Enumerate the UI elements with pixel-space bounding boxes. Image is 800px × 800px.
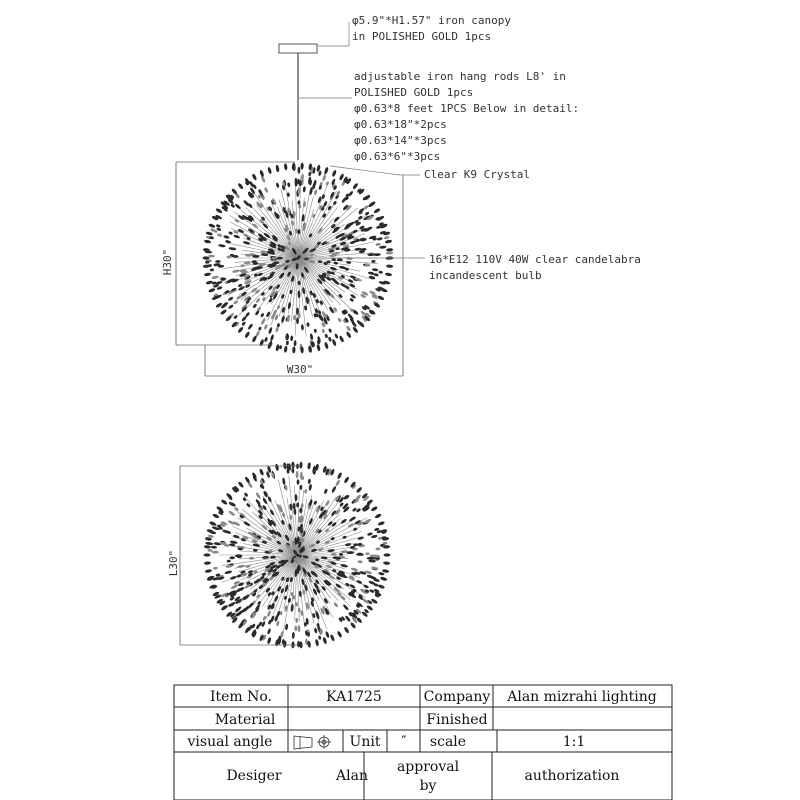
crystal-tip bbox=[204, 553, 211, 556]
crystal-tip bbox=[237, 182, 244, 189]
crystal-tip bbox=[343, 626, 349, 634]
crystal-drop bbox=[342, 535, 347, 539]
crystal-drop bbox=[229, 556, 235, 559]
crystal-tip bbox=[370, 506, 378, 512]
unit-label: Unit bbox=[349, 734, 381, 750]
crystal-tip bbox=[203, 256, 210, 259]
crystal-drop bbox=[287, 182, 290, 187]
crystal-tip bbox=[204, 272, 211, 276]
crystal-drop bbox=[344, 615, 351, 623]
crystal-drop bbox=[212, 551, 219, 554]
crystal-drop bbox=[243, 521, 251, 527]
crystal-tip bbox=[377, 584, 385, 589]
crystal-drop bbox=[340, 518, 347, 524]
crystal-drop bbox=[367, 532, 373, 536]
top-length-label: L30" bbox=[167, 549, 180, 577]
item-no-value: KA1725 bbox=[326, 689, 382, 705]
crystal-tip bbox=[237, 481, 244, 488]
crystal-tip bbox=[352, 182, 359, 189]
crystal-drop bbox=[313, 189, 317, 195]
crystal-drop bbox=[297, 229, 300, 234]
crystal-drop bbox=[353, 527, 358, 531]
crystal-drop bbox=[251, 223, 258, 229]
crystal-drop bbox=[216, 224, 221, 228]
crystal-tip bbox=[212, 513, 220, 519]
scale-value: 1:1 bbox=[562, 734, 586, 750]
crystal-drop bbox=[264, 187, 269, 194]
crystal-drop bbox=[304, 305, 308, 310]
crystal-drop bbox=[345, 543, 352, 547]
rod-callout-2: POLISHED GOLD 1pcs bbox=[354, 86, 474, 99]
crystal-drop bbox=[298, 608, 301, 613]
crystal-drop bbox=[228, 510, 236, 516]
crystal-tip bbox=[208, 223, 216, 228]
crystal-tip bbox=[205, 569, 212, 573]
projection-symbol-icon bbox=[294, 735, 331, 749]
crystal-drop bbox=[210, 268, 215, 271]
crystal-drop bbox=[233, 234, 240, 239]
crystal-drop bbox=[317, 547, 323, 551]
crystal-tip bbox=[382, 569, 389, 573]
crystal-drop bbox=[310, 333, 314, 340]
crystal-drop bbox=[334, 333, 339, 339]
crystal-drop bbox=[213, 566, 218, 569]
crystal-tip bbox=[259, 170, 265, 178]
crystal-drop bbox=[306, 322, 309, 327]
crystal-drop bbox=[321, 329, 325, 334]
rod-callout-6: φ0.63*6"*3pcs bbox=[354, 150, 441, 163]
crystal-drop bbox=[236, 294, 243, 300]
crystal-drop bbox=[292, 632, 295, 639]
crystal-tip bbox=[374, 513, 382, 519]
crystal-tip bbox=[385, 272, 392, 276]
crystal-drop bbox=[322, 174, 327, 182]
crystal-tip bbox=[284, 163, 288, 170]
crystal-drop bbox=[328, 328, 332, 333]
crystal-tip bbox=[244, 331, 250, 339]
material-label: Material bbox=[214, 712, 276, 728]
crystal-drop bbox=[325, 631, 330, 638]
crystal-drop bbox=[263, 324, 268, 330]
crystal-drop bbox=[262, 556, 269, 559]
crystal-drop bbox=[223, 235, 230, 239]
item-no-label: Item No. bbox=[209, 689, 273, 705]
crystal-drop bbox=[242, 497, 247, 502]
crystal-drop bbox=[241, 315, 247, 322]
crystal-drop bbox=[228, 231, 233, 235]
crystal-drop bbox=[297, 625, 300, 632]
crystal-tip bbox=[339, 335, 345, 343]
crystal-drop bbox=[264, 337, 268, 343]
crystal-tip bbox=[215, 208, 223, 214]
crystal-drop bbox=[232, 255, 239, 258]
crystal-drop bbox=[230, 203, 235, 208]
crystal-tip bbox=[275, 464, 280, 472]
crystal-drop bbox=[301, 324, 304, 330]
crystal-drop bbox=[282, 477, 286, 485]
crystal-leader bbox=[330, 166, 420, 175]
crystal-drop bbox=[300, 503, 303, 509]
top-view bbox=[167, 462, 391, 649]
crystal-drop bbox=[331, 553, 337, 556]
crystal-drop bbox=[323, 488, 328, 494]
crystal-drop bbox=[294, 340, 297, 346]
crystal-drop bbox=[308, 484, 312, 491]
crystal-tip bbox=[373, 208, 381, 214]
crystal-drop bbox=[228, 296, 234, 301]
crystal-tip bbox=[204, 545, 211, 549]
crystal-ray bbox=[260, 507, 297, 555]
crystal-tip bbox=[206, 280, 214, 285]
bulb-callout-2: incandescent bulb bbox=[429, 269, 542, 282]
crystal-drop bbox=[270, 334, 275, 341]
height-label: H30" bbox=[161, 248, 174, 276]
canopy-callout-1: φ5.9"*H1.57" iron canopy bbox=[352, 14, 511, 27]
crystal-drop bbox=[333, 602, 339, 608]
crystal-drop bbox=[325, 181, 329, 186]
crystal-drop bbox=[227, 560, 231, 563]
crystal-drop bbox=[357, 536, 364, 540]
crystal-drop bbox=[290, 335, 293, 341]
crystal-drop bbox=[218, 244, 226, 248]
crystal-ray bbox=[257, 205, 298, 258]
crystal-drop bbox=[337, 317, 342, 322]
crystal-drop bbox=[293, 509, 296, 515]
crystal-drop bbox=[252, 303, 257, 308]
crystal-tip bbox=[237, 326, 244, 333]
crystal-drop bbox=[367, 253, 375, 256]
crystal-drop bbox=[282, 512, 286, 517]
crystal-tip bbox=[275, 344, 280, 352]
crystal-drop bbox=[296, 471, 299, 479]
crystal-tip bbox=[356, 486, 363, 493]
crystal-tip bbox=[337, 630, 343, 638]
scale-label: scale bbox=[429, 734, 467, 750]
crystal-tip bbox=[206, 231, 214, 236]
crystal-tip bbox=[284, 346, 288, 353]
crystal-drop bbox=[365, 552, 369, 555]
rod-callout-3: φ0.63*8 feet 1PCS Below in detail: bbox=[354, 102, 580, 115]
crystal-drop bbox=[205, 542, 213, 546]
crystal-drop bbox=[276, 620, 280, 626]
crystal-tip bbox=[345, 331, 351, 339]
crystal-drop bbox=[287, 302, 291, 310]
crystal-drop bbox=[230, 575, 237, 580]
crystal-drop bbox=[313, 500, 317, 505]
canopy bbox=[279, 44, 317, 53]
crystal-drop bbox=[313, 329, 317, 334]
crystal-tip bbox=[386, 248, 393, 252]
crystal-drop bbox=[249, 557, 255, 560]
crystal-drop bbox=[302, 589, 306, 594]
canopy-callout-2: in POLISHED GOLD 1pcs bbox=[352, 30, 492, 43]
crystal-tip bbox=[330, 634, 336, 642]
crystal-drop bbox=[330, 266, 338, 271]
crystal-drop bbox=[260, 318, 266, 326]
approval-label-2: by bbox=[419, 778, 437, 794]
crystal-drop bbox=[279, 345, 283, 349]
crystal-drop bbox=[378, 572, 385, 576]
crystal-drop bbox=[237, 564, 245, 568]
crystal-drop bbox=[333, 200, 338, 205]
crystal-tip bbox=[352, 326, 359, 333]
crystal-drop bbox=[233, 314, 238, 319]
crystal-drop bbox=[303, 186, 306, 192]
crystal-drop bbox=[207, 549, 212, 552]
crystal-drop bbox=[327, 549, 335, 553]
crystal-drop bbox=[379, 245, 387, 249]
crystal-drop bbox=[375, 547, 380, 550]
crystal-drop bbox=[298, 204, 301, 208]
crystal-drop bbox=[281, 294, 285, 299]
crystal-drop bbox=[299, 485, 302, 490]
crystal-drop bbox=[335, 479, 341, 486]
crystal-drop bbox=[371, 260, 375, 263]
crystal-drop bbox=[328, 336, 332, 341]
crystal-drop bbox=[296, 318, 299, 325]
crystal-tip bbox=[384, 553, 391, 556]
crystal-tip bbox=[377, 295, 385, 301]
designer-label: Desiger bbox=[226, 768, 282, 784]
crystal-drop bbox=[255, 492, 261, 500]
crystal-tip bbox=[251, 173, 257, 181]
crystal-drop bbox=[267, 496, 272, 503]
crystal-drop bbox=[276, 182, 280, 188]
crystal-drop bbox=[277, 305, 281, 310]
crystal-callout: Clear K9 Crystal bbox=[424, 168, 530, 181]
crystal-sphere-top bbox=[204, 462, 391, 649]
crystal-drop bbox=[356, 508, 362, 513]
crystal-drop bbox=[364, 211, 369, 216]
crystal-tip bbox=[385, 239, 392, 243]
crystal-tip bbox=[307, 462, 311, 469]
crystal-drop bbox=[304, 489, 307, 494]
crystal-tip bbox=[275, 165, 280, 173]
crystal-drop bbox=[349, 298, 354, 303]
crystal-drop bbox=[257, 509, 263, 516]
crystal-drop bbox=[286, 340, 289, 345]
crystal-tip bbox=[291, 462, 295, 469]
crystal-tip bbox=[208, 288, 216, 293]
crystal-drop bbox=[228, 247, 236, 251]
crystal-drop bbox=[267, 628, 272, 635]
crystal-tip bbox=[386, 264, 393, 268]
crystal-tip bbox=[331, 170, 337, 178]
crystal-tip bbox=[337, 472, 343, 480]
crystal-drop bbox=[248, 180, 254, 187]
width-label: W30" bbox=[286, 363, 314, 376]
crystal-drop bbox=[288, 598, 292, 603]
crystal-drop bbox=[289, 515, 293, 521]
crystal-drop bbox=[302, 287, 306, 295]
crystal-drop bbox=[247, 323, 253, 330]
crystal-drop bbox=[281, 315, 286, 323]
crystal-drop bbox=[314, 628, 318, 634]
crystal-drop bbox=[208, 255, 215, 258]
front-elevation bbox=[161, 14, 641, 376]
crystal-drop bbox=[308, 479, 312, 484]
crystal-tip bbox=[377, 521, 385, 526]
crystal-tip bbox=[220, 309, 228, 316]
crystal-tip bbox=[300, 163, 304, 170]
crystal-drop bbox=[378, 270, 383, 273]
rod-callout-1: adjustable iron hang rods L8' in bbox=[354, 70, 566, 83]
crystal-drop bbox=[297, 290, 300, 298]
crystal-drop bbox=[268, 327, 273, 335]
company-label: Company bbox=[423, 689, 491, 705]
crystal-tip bbox=[316, 344, 321, 352]
bulb-callout-1: 16*E12 110V 40W clear candelabra bbox=[429, 253, 641, 266]
crystal-drop bbox=[318, 635, 322, 640]
crystal-drop bbox=[297, 167, 300, 174]
crystal-tip bbox=[331, 339, 337, 347]
crystal-drop bbox=[215, 260, 221, 263]
rod-callout-4: φ0.63*18"*2pcs bbox=[354, 118, 447, 131]
crystal-tip bbox=[343, 476, 349, 484]
crystal-drop bbox=[371, 534, 378, 538]
crystal-drop bbox=[233, 300, 239, 305]
crystal-drop bbox=[234, 506, 240, 511]
unit-value: ″ bbox=[401, 734, 407, 750]
crystal-drop bbox=[234, 203, 241, 210]
crystal-drop bbox=[240, 264, 245, 267]
crystal-drop bbox=[297, 187, 300, 194]
crystal-drop bbox=[348, 516, 356, 523]
crystal-drop bbox=[241, 321, 246, 326]
crystal-drop bbox=[217, 233, 223, 237]
rod-callout-5: φ0.63*14"*3pcs bbox=[354, 134, 447, 147]
canopy-leader bbox=[317, 22, 349, 46]
crystal-tip bbox=[204, 561, 211, 565]
visual-angle-label: visual angle bbox=[187, 734, 273, 750]
crystal-drop bbox=[243, 241, 251, 246]
crystal-drop bbox=[377, 237, 383, 241]
crystal-drop bbox=[228, 304, 234, 310]
crystal-drop bbox=[285, 623, 289, 630]
crystal-tip bbox=[324, 342, 329, 350]
crystal-drop bbox=[357, 560, 362, 563]
crystal-drop bbox=[333, 216, 340, 223]
crystal-tip bbox=[267, 167, 272, 175]
crystal-drop bbox=[345, 325, 351, 332]
crystal-drop bbox=[258, 326, 262, 331]
crystal-tip bbox=[322, 637, 327, 645]
crystal-drop bbox=[291, 468, 294, 474]
crystal-drop bbox=[331, 486, 337, 494]
crystal-drop bbox=[339, 553, 343, 556]
crystal-drop bbox=[350, 567, 358, 572]
crystal-drop bbox=[260, 313, 265, 318]
crystal-drop bbox=[333, 261, 338, 264]
crystal-drop bbox=[232, 269, 240, 273]
crystal-drop bbox=[338, 293, 343, 298]
approval-label-1: approval bbox=[396, 759, 460, 775]
crystal-drop bbox=[324, 334, 328, 339]
crystal-drop bbox=[372, 268, 379, 272]
crystal-ray bbox=[297, 495, 344, 555]
crystal-tip bbox=[383, 561, 390, 565]
crystal-drop bbox=[384, 236, 390, 240]
crystal-tip bbox=[315, 639, 320, 647]
crystal-drop bbox=[266, 311, 271, 318]
crystal-drop bbox=[272, 257, 276, 260]
crystal-drop bbox=[224, 570, 232, 575]
company-value: Alan mizrahi lighting bbox=[507, 689, 657, 705]
crystal-tip bbox=[204, 239, 211, 243]
crystal-drop bbox=[295, 602, 298, 606]
crystal-drop bbox=[268, 285, 274, 291]
crystal-tip bbox=[259, 468, 265, 476]
crystal-drop bbox=[297, 179, 300, 185]
crystal-tip bbox=[292, 346, 296, 353]
finished-label: Finished bbox=[426, 712, 488, 728]
crystal-tip bbox=[299, 462, 303, 469]
crystal-drop bbox=[294, 625, 297, 631]
crystal-drop bbox=[297, 479, 300, 485]
crystal-drop bbox=[295, 618, 298, 623]
crystal-drop bbox=[225, 240, 231, 244]
crystal-drop bbox=[375, 243, 380, 247]
crystal-tip bbox=[220, 499, 228, 506]
crystal-drop bbox=[211, 275, 219, 279]
crystal-drop bbox=[230, 584, 238, 590]
crystal-tip bbox=[299, 641, 303, 648]
crystal-drop bbox=[211, 546, 217, 549]
designer-value: Alan bbox=[336, 768, 368, 784]
authorization-label: authorization bbox=[524, 768, 620, 784]
crystal-drop bbox=[386, 251, 394, 254]
crystal-drop bbox=[234, 218, 239, 223]
crystal-tip bbox=[267, 637, 272, 645]
